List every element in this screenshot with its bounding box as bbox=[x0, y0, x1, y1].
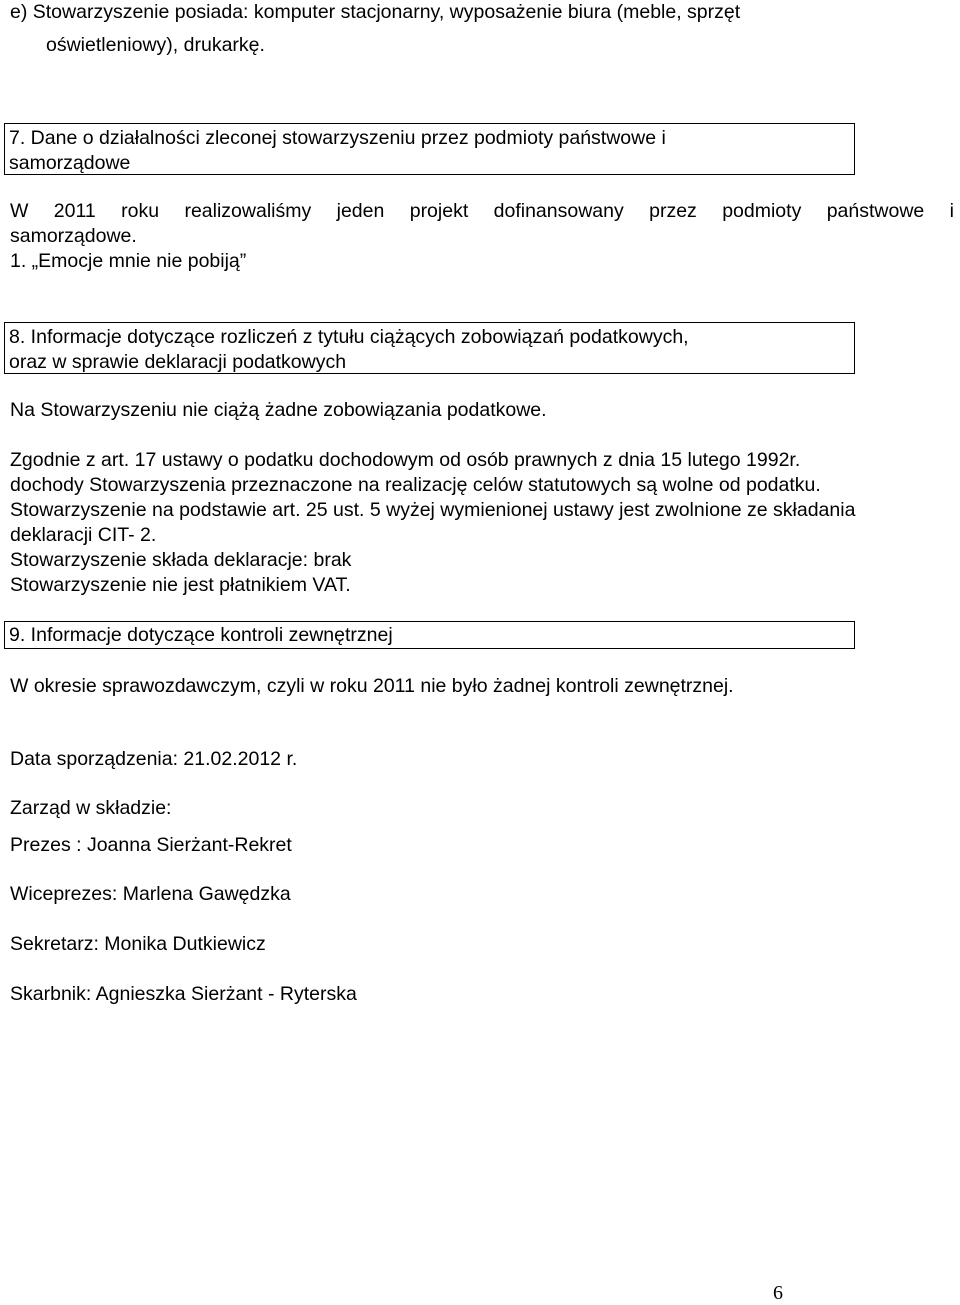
section-7-heading-line1: 7. Dane o działalności zleconej stowarzyszeniu przez podmioty państwowe i bbox=[9, 127, 666, 149]
section-9-heading: 9. Informacje dotyczące kontroli zewnętrznej bbox=[4, 621, 855, 649]
section-8-vat: Stowarzyszenie nie jest płatnikiem VAT. bbox=[10, 574, 351, 596]
section-8-legal-line4: deklaracji CIT- 2. bbox=[10, 524, 157, 546]
item-e-line2: oświetleniowy), drukarkę. bbox=[46, 34, 265, 56]
section-7-body-line2: samorządowe. bbox=[10, 225, 137, 247]
item-e-line1: e) Stowarzyszenie posiada: komputer stacjonarny, wyposażenie biura (meble, sprzęt bbox=[10, 1, 741, 23]
board-secretary: Sekretarz: Monika Dutkiewicz bbox=[10, 933, 266, 955]
board-vice-president: Wiceprezes: Marlena Gawędzka bbox=[10, 883, 291, 905]
section-7-body-line1: W 2011 roku realizowaliśmy jeden projekt dofinansowany przez podmioty państwowe i bbox=[10, 200, 954, 222]
section-7-heading-line2: samorządowe bbox=[9, 152, 131, 174]
section-8-declarations: Stowarzyszenie składa deklaracje: brak bbox=[10, 549, 352, 571]
board-president: Prezes : Joanna Sierżant-Rekret bbox=[10, 834, 292, 856]
section-8-legal-line3: Stowarzyszenie na podstawie art. 25 ust. 5 wyżej wymienionej ustawy jest zwolnione ze składania bbox=[10, 499, 856, 521]
section-7-heading bbox=[4, 123, 855, 175]
page-number: 6 bbox=[773, 1282, 783, 1304]
section-7-project: 1. „Emocje mnie nie pobiją” bbox=[10, 250, 247, 272]
date-of-preparation: Data sporządzenia: 21.02.2012 r. bbox=[10, 748, 298, 770]
section-8-statement: Na Stowarzyszeniu nie ciążą żadne zobowiązania podatkowe. bbox=[10, 399, 547, 421]
section-9-body: W okresie sprawozdawczym, czyli w roku 2011 nie było żadnej kontroli zewnętrznej. bbox=[10, 675, 734, 697]
board-treasurer: Skarbnik: Agnieszka Sierżant - Ryterska bbox=[10, 983, 357, 1005]
board-title: Zarząd w składzie: bbox=[10, 797, 172, 819]
section-8-heading-line2: oraz w sprawie deklaracji podatkowych bbox=[9, 351, 347, 373]
section-8-heading-line1: 8. Informacje dotyczące rozliczeń z tytułu ciążących zobowiązań podatkowych, bbox=[9, 326, 689, 348]
section-8-heading bbox=[4, 322, 855, 374]
section-8-legal-line2: dochody Stowarzyszenia przeznaczone na realizację celów statutowych są wolne od podatku. bbox=[10, 474, 821, 496]
section-8-legal-line1: Zgodnie z art. 17 ustawy o podatku dochodowym od osób prawnych z dnia 15 lutego 1992r. bbox=[10, 449, 801, 471]
